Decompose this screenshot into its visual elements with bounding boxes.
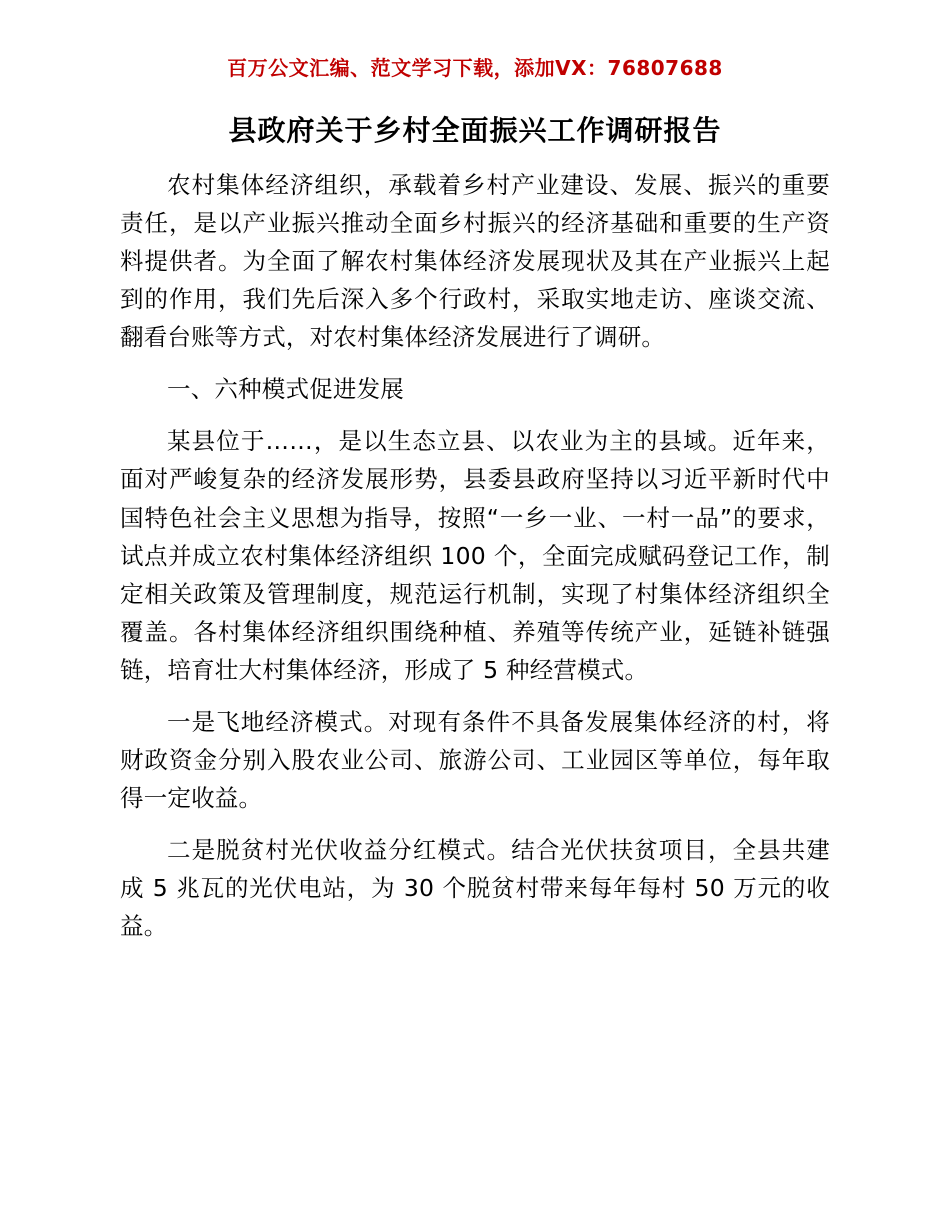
paragraph-body-2: 一是飞地经济模式。对现有条件不具备发展集体经济的村，将财政资金分别入股农业公司、旅游公司、工业园区等单位，每年取得一定收益。 (120, 707, 830, 812)
paragraph-body-3: 二是脱贫村光伏收益分红模式。结合光伏扶贫项目，全县共建成 5 兆瓦的光伏电站，为 30 个脱贫村带来每年每村 50 万元的收益。 (120, 836, 830, 941)
section-heading-1: 一、六种模式促进发展 (167, 375, 404, 404)
paragraph-body-1: 某县位于……，是以生态立县、以农业为主的县域。近年来，面对严峻复杂的经济发展形势，县委县政府坚持以习近平新时代中国特色社会主义思想为指导，按照“一乡一业、一村一品”的要求，试点并成立农村集体经济组织 100 个，全面完成赋码登记工作，制定相关政策及管理制度，规范运行机制，实现了村集体经济组织全覆盖。各村集体经济组织围绕种植、养殖等传统产业，延链补链强链，培育壮大村集体经济，形成了 5 种经营模式。 (120, 427, 830, 684)
page-title: 县政府关于乡村全面振兴工作调研报告 (228, 114, 722, 147)
watermark-text: 百万公文汇编、范文学习下载，添加VX：76807688 (227, 56, 723, 80)
paragraph-intro: 农村集体经济组织，承载着乡村产业建设、发展、振兴的重要责任，是以产业振兴推动全面乡村振兴的经济基础和重要的生产资料提供者。为全面了解农村集体经济发展现状及其在产业振兴上起到的作用，我们先后深入多个行政村，采取实地走访、座谈交流、翻看台账等方式，对农村集体经济发展进行了调研。 (120, 171, 830, 352)
